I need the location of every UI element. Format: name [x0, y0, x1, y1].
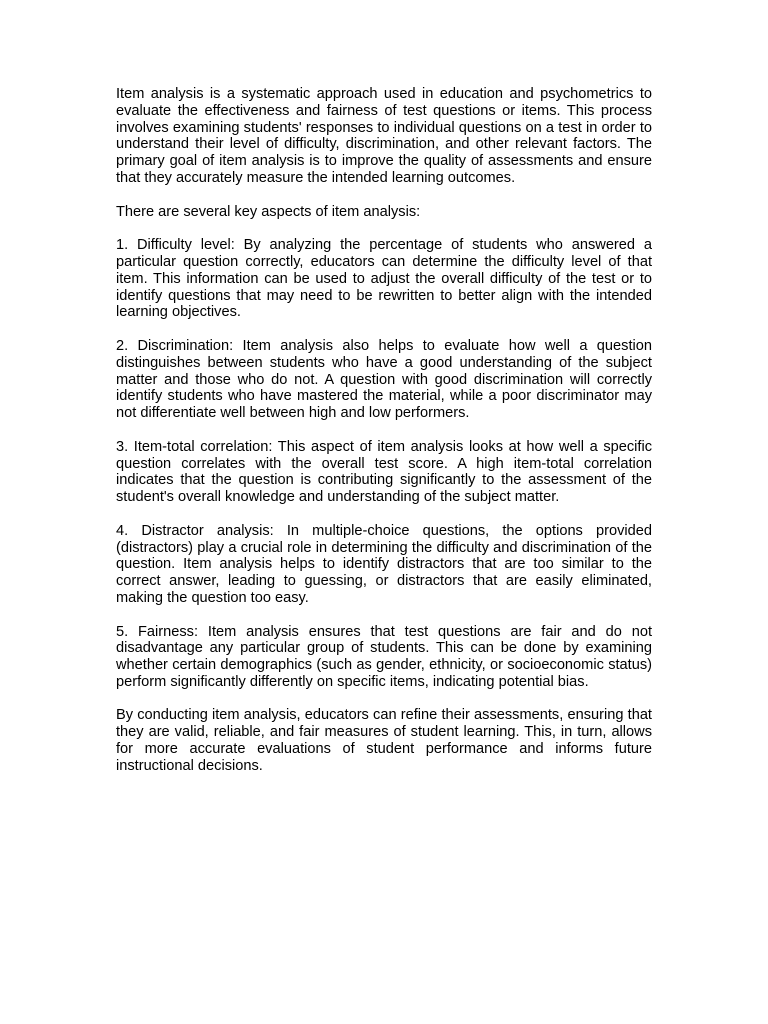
- difficulty-level-paragraph: 1. Difficulty level: By analyzing the percentage of students who answered a particular question correctly, educators can determine the difficulty level of that item. This information can be used to adjust the overall difficulty of the test or to identify questions that may need to be rewritten to better align with the intended learning objectives.: [116, 237, 652, 321]
- discrimination-paragraph: 2. Discrimination: Item analysis also helps to evaluate how well a question distinguishes between students who have a good understanding of the subject matter and those who do not. A question with good discrimination will correctly identify students who have mastered the material, while a poor discriminator may not differentiate well between high and low performers.: [116, 337, 652, 422]
- document-page: [116, 86, 652, 791]
- fairness-paragraph: 5. Fairness: Item analysis ensures that test questions are fair and do not disadvantage any particular group of students. This can be done by examining whether certain demographics (such as gender, ethnicity, or socioeconomic status) perform significantly differently on specific items, indicating potential bias.: [116, 623, 652, 690]
- intro-paragraph: Item analysis is a systematic approach used in education and psychometrics to evaluate the effectiveness and fairness of test questions or items. This process involves examining students' responses to individual questions on a test in order to understand their level of difficulty, discrimination, and other relevant factors. The primary goal of item analysis is to improve the quality of assessments and ensure that they accurately measure the intended learning outcomes.: [116, 86, 652, 186]
- aspects-intro-paragraph: There are several key aspects of item analysis:: [116, 203, 421, 220]
- distractor-analysis-paragraph: 4. Distractor analysis: In multiple-choice questions, the options provided (distractors) play a crucial role in determining the difficulty and discrimination of the question. Item analysis helps to identify distractors that are too similar to the correct answer, leading to guessing, or distractors that are easily eliminated, making the question too easy.: [116, 522, 652, 606]
- conclusion-paragraph: By conducting item analysis, educators can refine their assessments, ensuring that they are valid, reliable, and fair measures of student learning. This, in turn, allows for more accurate evaluations of student performance and informs future instructional decisions.: [116, 707, 652, 774]
- item-total-correlation-paragraph: 3. Item-total correlation: This aspect of item analysis looks at how well a specific question correlates with the overall test score. A high item-total correlation indicates that the question is contributing significantly to the assessment of the student's overall knowledge and understanding of the subject matter.: [116, 438, 652, 506]
